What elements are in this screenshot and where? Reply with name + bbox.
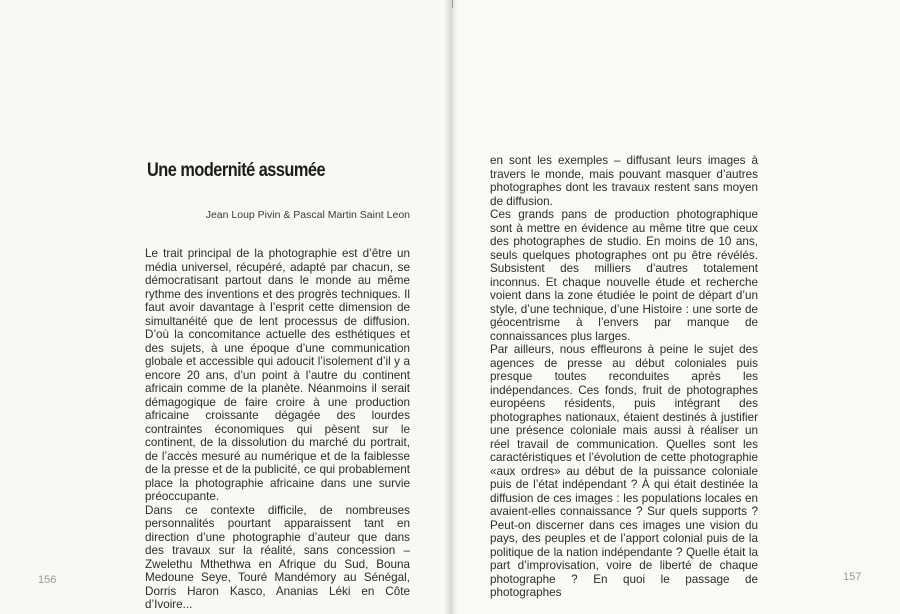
right-page <box>450 0 900 614</box>
right-text-column <box>490 154 758 600</box>
book-gutter <box>445 0 457 614</box>
paragraph: Dans ce contexte difficile, de nombreuses personnalités pourtant apparaissent tant en direction d’une photographie d’auteur que dans des travaux sur la réalité, sans concession – Zwelethu Mthethwa en Afrique du Sud, Bouna Medoune Seye, Touré Mandémory au Sénégal, Dorris Haron Kasco, Ananias Léki en Côte d’Ivoire... <box>145 503 410 611</box>
article-title: Une modernité assumée <box>147 160 326 181</box>
paragraph: en sont les exemples – diffusant leurs images à travers le monde, mais pouvant masquer d’autres photographes dont les travaux restent sans moyen de diffusion. <box>490 154 758 208</box>
page-number-left: 156 <box>38 574 57 586</box>
paragraph: Le trait principal de la photographie est d’être un média universel, récupéré, adapté par chacun, se démocratisant partout dans le monde au même rythme des inventions et des progrès techniques. Il faut avoir davantage à l’esprit cette dimension de simultanéité que de lent processus de diffusion. D’où la concomitance actuelle des esthétiques et des sujets, à une époque d’une communication globale et accessible qui adoucit l’isolement d’il y a encore 20 ans, d’un point à l’autre du continent africain comme de la planète. Néanmoins il serait démagogique de faire croire à une production africaine croissante dégagée des lourdes contraintes économiques qui pèsent sur le continent, de la dissolution du marché du portrait, de l’accès mesuré au numérique et de la faiblesse de la presse et de la publicité, ce qui probablement place la photographie africaine dans une survie préoccupante. <box>145 247 410 503</box>
paragraph: Ces grands pans de production photographique sont à mettre en évidence au même titre que ceux des photographes de studio. En moins de 10 ans, seuls quelques photographes ont pu être révélés. Subsistent des milliers d’autres totalement inconnus. Et chaque nouvelle étude et recherche voient dans la zone étudiée le point de départ d’un style, d’une technique, d’une Histoire : une sorte de géocentrisme à l’envers par manque de connaissances plus larges. <box>490 208 758 343</box>
left-text-column <box>145 247 410 612</box>
gutter-mark <box>452 0 453 8</box>
article-authors: Jean Loup Pivin & Pascal Martin Saint Leon <box>205 209 410 221</box>
page-number-right: 157 <box>843 571 862 583</box>
paragraph: Par ailleurs, nous effleurons à peine le sujet des agences de presse au début coloniales puis presque toutes reconduites après les indépendances. Ces fonds, fruit de photographes européens résidents, puis intégrant des photographes nationaux, étaient destinés à justifier une présence coloniale mais aussi à réaliser un réel travail de communication. Quelles sont les caractéristiques et l’évolution de cette photographie «aux ordres» au début de la puissance coloniale puis de l’état indépendant ? À qui était destinée la diffusion de ces images : les populations locales en avaient-elles connaissance ? Sur quels supports ? Peut-on discerner dans ces images une vision du pays, des peuples et de l’apport colonial puis de la politique de la nation indépendante ? Quelle était la part d’improvisation, voire de liberté de chaque photographe ? En quoi le passage de photographes <box>490 343 758 599</box>
